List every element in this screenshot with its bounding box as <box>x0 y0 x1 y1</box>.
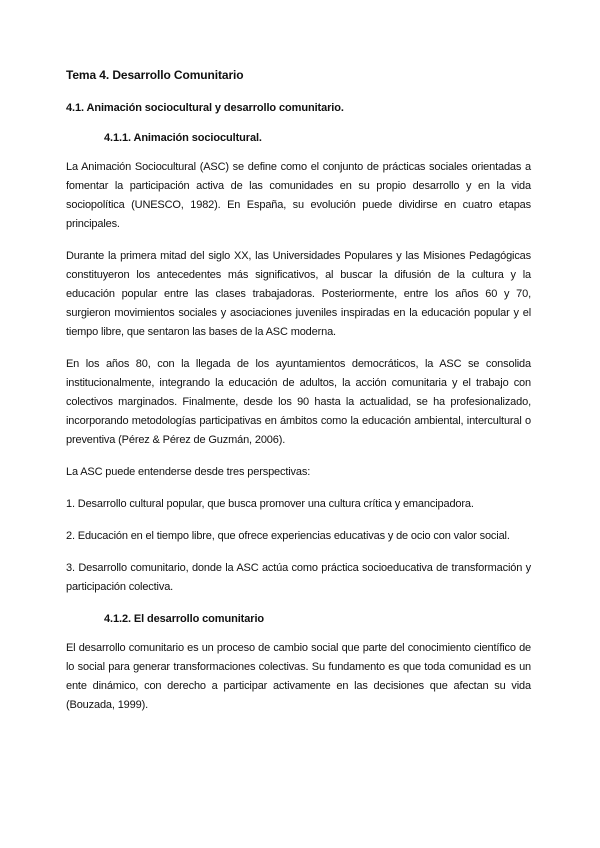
section-heading: 4.1. Animación sociocultural y desarrollo comunitario. <box>66 102 344 114</box>
paragraph-asc-history-late: En los años 80, con la llegada de los ayuntamientos democráticos, la ASC se consolida institucionalmente, integrando la educación de adultos, la acción comunitaria y el trabajo con colectivos marginados. Finalmente, desde los 90 hasta la actualidad, se ha profesionalizado, incorporando metodologías participativas en ámbitos como la educación ambiental, intercultural o preventiva (Pérez & Pérez de Guzmán, 2006). <box>66 358 531 446</box>
list-item: 2. Educación en el tiempo libre, que ofrece experiencias educativas y de ocio con valor social. <box>66 530 510 542</box>
subsection-heading-asc: 4.1.1. Animación sociocultural. <box>104 132 262 144</box>
list-item: 3. Desarrollo comunitario, donde la ASC actúa como práctica socioeducativa de transformación y participación colectiva. <box>66 562 531 593</box>
paragraph-asc-history-early: Durante la primera mitad del siglo XX, las Universidades Populares y las Misiones Pedagógicas constituyeron los antecedentes más significativos, al buscar la difusión de la cultura y la educación popular entre las clases trabajadoras. Posteriormente, entre los años 60 y 70, surgieron movimientos sociales y asociaciones juveniles inspiradas en la educación popular y el tiempo libre, que sentaron las bases de la ASC moderna. <box>66 250 531 338</box>
paragraph-desarrollo-definition: El desarrollo comunitario es un proceso de cambio social que parte del conocimiento científico de lo social para generar transformaciones colectivas. Su fundamento es que toda comunidad es un ente dinámico, con derecho a participar activamente en las decisiones que afectan su vida (Bouzada, 1999). <box>66 642 531 711</box>
document-title: Tema 4. Desarrollo Comunitario <box>66 68 244 82</box>
perspectives-list <box>66 495 531 597</box>
list-item: 1. Desarrollo cultural popular, que busca promover una cultura crítica y emancipadora. <box>66 498 474 510</box>
paragraph-asc-perspectives-intro: La ASC puede entenderse desde tres perspectivas: <box>66 466 311 478</box>
paragraph-asc-definition: La Animación Sociocultural (ASC) se define como el conjunto de prácticas sociales orientadas a fomentar la participación activa de las comunidades en su propio desarrollo y en la vida sociopolítica (UNESCO, 1982). En España, su evolución puede dividirse en cuatro etapas principales. <box>66 161 531 230</box>
subsection-heading-desarrollo: 4.1.2. El desarrollo comunitario <box>104 613 265 625</box>
